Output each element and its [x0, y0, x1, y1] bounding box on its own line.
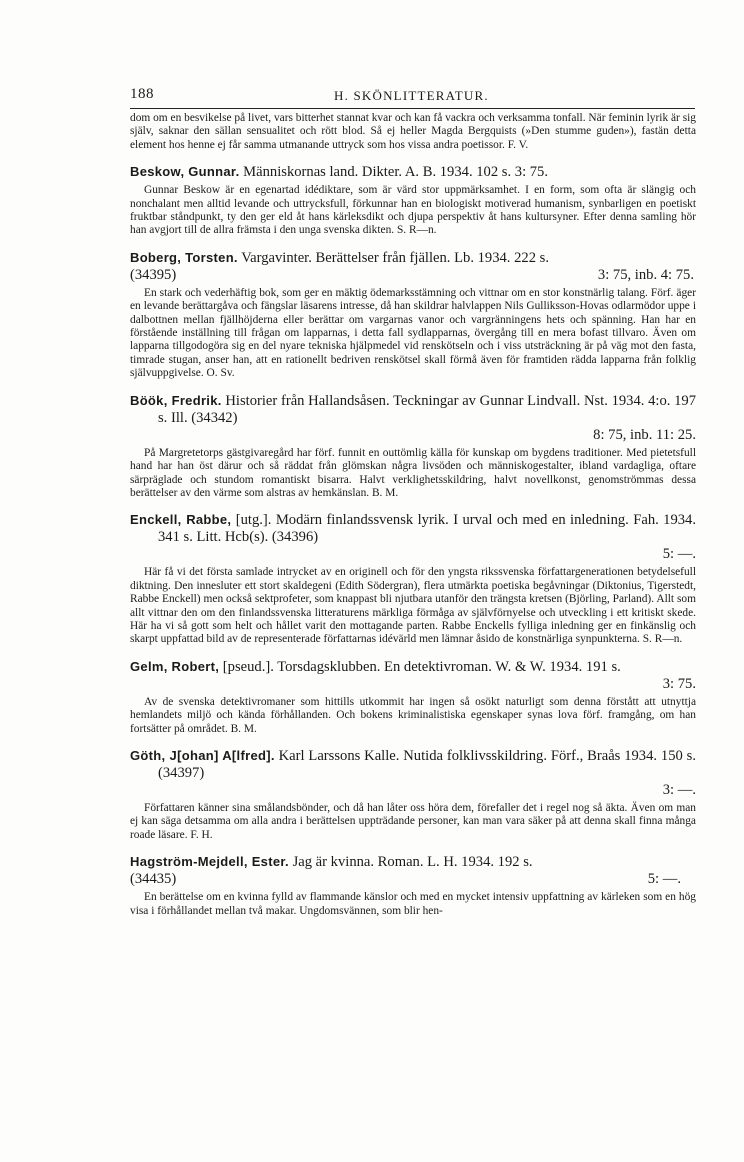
bibliography-entry: [130, 163, 696, 238]
entry-heading: [130, 747, 696, 799]
entry-author: Hagström-Mejdell, Ester.: [130, 854, 289, 870]
entry-title: [pseud.]. Torsdagsklubben. En detektivroman. W. & W. 1934. 191 s.: [222, 658, 621, 675]
entry-review: På Margretetorps gästgivaregård har förf. funnit en outtömlig källa för kunskap om bygdens traditioner. Med pietetsfull hand har han öst därur och så räddat från glömskan några livsöden och människogestalter, ibland vardagliga, oftare särpräglade och stundom romantiskt bisarra. Halvt verklighetsskildring, halvt novellkonst, genomströmmas dessa berättelser av den värme som alstras av hemkänslan. B. M.: [130, 446, 696, 499]
entry-review: En stark och vederhäftig bok, som ger en mäktig ödemarksstämning och vittnar om en stor konstnärlig talang. Förf. äger en levande berättargåva och fängslar läsarens intresse, då han skildrar halvlappen Nils Gulliksson-Hovas odlarmödor uppe i dalbottnen mellan fjällhöjderna eller berättar om vargarnas vanor och vargränningens hets och spänning. Han har en förstående inställning till frågan om lapparnas, i detta fall sydlapparnas, övergång till en mera bofast tillvaro. Även om lapparna tillgodogöra sig en del nyare tekniska hjälpmedel vid renskötseln och i viss utsträckning är på väg mot den fasta, timrade stugan, anser han, att en rationellt bedriven renskötsel skall förmå även för framtiden rädda lapparna från folklig självuppgivelse. O. Sv.: [130, 286, 696, 380]
entry-review: Här få vi det första samlade intrycket av en originell och för den yngsta rikssvenska författargenerationen betydelsefull diktning. Den innesluter ett stort skaldegeni (Edith Södergran), flera utmärkta poetiska begåvningar (Diktonius, Tigerstedt, Rabbe Enckell) men också sektprofeter, som knappast bli njutbara utanför den trängsta kretsen (Björling, Parland). Allt som allt vittnar den om den finlandssvenska litteraturens märkliga förmåga av självförnyelse och utveckling i ett kritiskt skede. Här ha vi så gott som helt och hållet varit den mottagande parten. Rabbe Enckells fylliga inledning ger en finkänslig och skarpt uppfattad bild av de representerade författarnas idévärld men lämnar åsido de konstnärliga synpunkterna. S. R—n.: [130, 566, 696, 646]
entry-price: 3: 75, inb. 4: 75.: [597, 266, 694, 283]
page-content: [130, 112, 696, 918]
entry-review: Gunnar Beskow är en egenartad idédiktare, som är värd stor uppmärksamhet. I en form, som ofta är slängig och nonchalant men alltid levande och uttrycksfull, förkunnar han en biologiskt motiverad humanism, synbarligen en poetiskt fruktbar ståndpunkt, ty den ger eld åt hans kärleksdikt och djupa perspektiv åt hans kultursyner. Efter denna samling hör han avgjort till de allra främsta i den unga svenska dikten. S. R—n.: [130, 184, 696, 237]
entry-author: Enckell, Rabbe,: [130, 512, 232, 528]
entry-tail: [130, 871, 696, 888]
entry-author: Beskow, Gunnar.: [130, 164, 240, 180]
entry-author: Gelm, Robert,: [130, 658, 220, 674]
entry-heading: [130, 658, 696, 693]
entry-title: Jag är kvinna. Roman. L. H. 1934. 192 s.: [292, 854, 533, 871]
entry-title: Historier från Hallandsåsen. Teckningar av Gunnar Lindvall. Nst. 1934. 4:o. 197 s. Ill. (34342): [158, 392, 697, 426]
entry-heading: [130, 853, 696, 888]
entry-heading: [130, 249, 696, 284]
entry-review: Författaren känner sina smålandsbönder, och då han låter oss höra dem, förefaller det i regel nog så äkta. Även om man ej kan säga detsamma om alla andra i berättelsen uppträdande personer, kan man vara säker på att denna skall finna många roade läsare. F. H.: [130, 801, 696, 841]
bibliography-entry: [130, 249, 696, 381]
entry-tail: [130, 266, 696, 284]
bibliography-entry: [130, 747, 696, 842]
header-rule: [130, 108, 695, 109]
entry-title: Vargavinter. Berättelser från fjällen. Lb. 1934. 222 s.: [241, 249, 549, 266]
entry-heading: [130, 163, 696, 181]
entry-author: Boberg, Torsten.: [130, 249, 238, 265]
entry-price: 5: —.: [662, 546, 696, 563]
entry-review: En berättelse om en kvinna fylld av flammande känslor och med en mycket intensiv uppfattning av kärleken som en hög visa i förhållandet mellan två makar. Ungdomsvännen, som blir hen-: [130, 891, 696, 917]
bibliography-entry: [130, 392, 696, 501]
entry-author: Göth, J[ohan] A[lfred].: [130, 747, 275, 763]
entry-number: (34435): [130, 871, 177, 888]
entry-price: 8: 75, inb. 11: 25.: [593, 426, 696, 443]
entry-price: 5: —.: [647, 871, 681, 888]
entry-author: Böök, Fredrik.: [130, 392, 222, 408]
entry-title: Karl Larssons Kalle. Nutida folklivsskildring. Förf., Braås 1934. 150 s. (34397): [158, 747, 696, 781]
entry-review: Av de svenska detektivromaner som hittills utkommit har ingen så osökt naturligt som denna förstått att utnyttja hemlandets miljö och kända förhållanden. Och bokens kriminalistiska egenskaper synas lova förf. framgång, om han fortsätter på området. B. M.: [130, 695, 696, 735]
entry-number: (34395): [130, 266, 177, 283]
bibliography-entry: [130, 511, 696, 646]
running-title: H. SKÖNLITTERATUR.: [334, 88, 489, 103]
continuation-paragraph: dom om en besvikelse på livet, vars bitterhet stannat kvar och kan få vackra och verksamma tonfall. När feminin lyrik är sig själv, saknar den sällan sensualitet och rött blod. Så ej heller Magda Bergquists (»Den stumme guden»), fastän detta element hos henne ej får samma utmanande uttryck som hos vissa andra poetissor. F. V.: [130, 112, 696, 151]
entry-title: Människornas land. Dikter. A. B. 1934. 102 s.: [243, 164, 512, 181]
entry-heading: [130, 511, 696, 563]
page-header: [130, 86, 700, 104]
bibliography-entry: [130, 853, 696, 918]
entry-price: 3: 75.: [662, 675, 696, 692]
entry-title: [utg.]. Modärn finlandssvensk lyrik. I urval och med en inledning. Fah. 1934. 341 s. Litt. Hcb(s). (34396): [158, 512, 697, 546]
entry-heading: [130, 392, 696, 444]
entry-price: 3: 75.: [514, 164, 549, 181]
entry-price: 3: —.: [662, 781, 696, 798]
bibliography-entry: [130, 658, 696, 736]
page-number: 188: [130, 86, 154, 102]
